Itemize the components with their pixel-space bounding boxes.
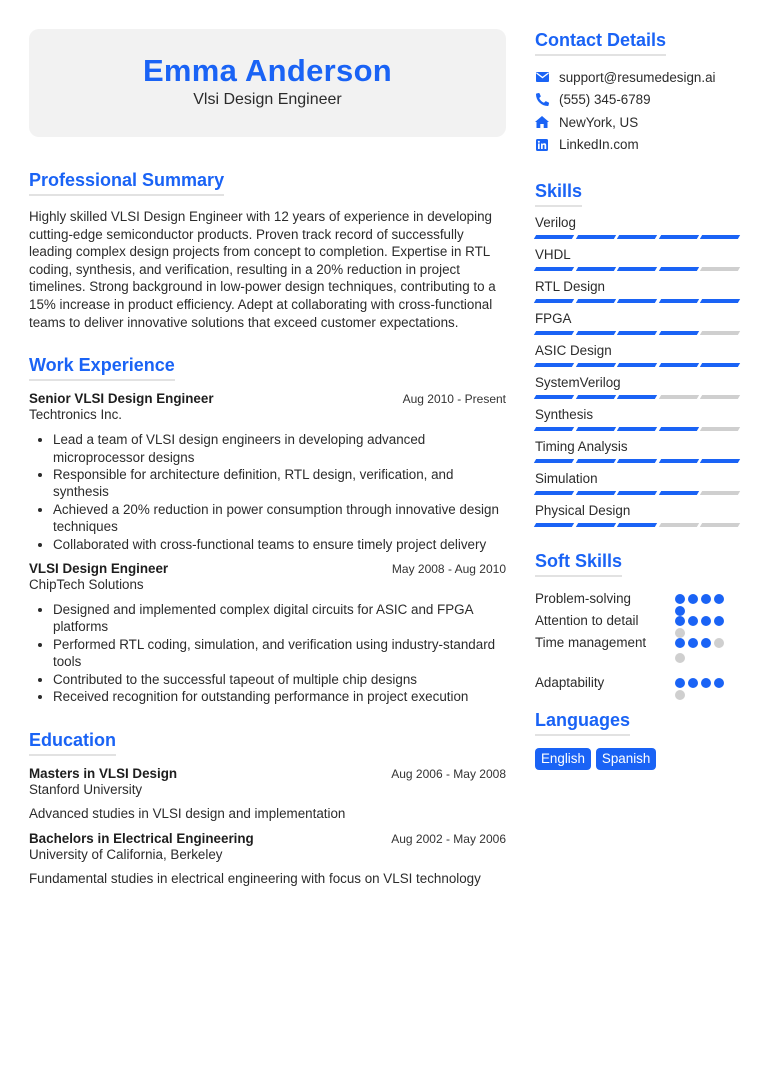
job-entry	[29, 561, 506, 705]
phone-icon	[535, 93, 549, 107]
job-bullet: • Responsible for architecture definition, RTL design, verification, and synthesis	[53, 466, 506, 501]
soft-skill-item	[535, 633, 745, 673]
skill-name: Synthesis	[535, 407, 594, 422]
skill-name: VHDL	[535, 247, 571, 262]
language-badge: Spanish	[596, 748, 656, 770]
rating-dot-icon	[688, 678, 698, 688]
candidate-title: Vlsi Design Engineer	[193, 91, 342, 108]
skill-level-segment	[658, 299, 698, 303]
skill-level-bar	[535, 427, 745, 432]
skill-level-segment	[617, 363, 657, 367]
skill-level-segment	[617, 491, 657, 495]
rating-dot-icon	[701, 638, 711, 648]
skill-level-segment	[575, 235, 615, 239]
job-bullets	[29, 431, 506, 553]
skill-level-segment	[575, 395, 615, 399]
skill-name: SystemVerilog	[535, 375, 621, 390]
skill-level-segment	[534, 363, 574, 367]
skill-level-segment	[534, 395, 574, 399]
soft-skill-rating	[675, 589, 727, 611]
education-entry	[29, 766, 506, 821]
skill-item	[535, 437, 745, 464]
skill-level-segment	[534, 331, 574, 335]
skill-level-segment	[575, 523, 615, 527]
contact-heading: Contact Details	[535, 29, 666, 56]
envelope-icon	[535, 70, 549, 84]
education-heading: Education	[29, 729, 116, 756]
rating-dot-icon	[675, 638, 685, 648]
skill-name: ASIC Design	[535, 343, 612, 358]
skill-name: Timing Analysis	[535, 439, 628, 454]
rating-dot-icon	[701, 594, 711, 604]
skill-level-segment	[658, 395, 698, 399]
job-bullet: • Achieved a 20% reduction in power consumption through innovative design techniques	[53, 501, 506, 536]
skill-item	[535, 405, 745, 432]
skill-level-segment	[575, 427, 615, 431]
skill-level-segment	[700, 395, 740, 399]
skill-level-segment	[700, 459, 740, 463]
skill-item	[535, 341, 745, 368]
skill-level-bar	[535, 491, 745, 496]
rating-dot-icon	[714, 616, 724, 626]
skill-level-segment	[658, 331, 698, 335]
soft-skill-item	[535, 589, 745, 611]
skill-level-segment	[658, 363, 698, 367]
soft-skill-rating	[675, 611, 727, 633]
skill-level-segment	[700, 299, 740, 303]
skill-level-segment	[617, 427, 657, 431]
contact-email-text: support@resumedesign.ai	[559, 69, 716, 85]
soft-skill-rating	[675, 633, 727, 673]
skill-level-segment	[658, 427, 698, 431]
job-company: Techtronics Inc.	[29, 407, 123, 423]
skill-level-segment	[534, 491, 574, 495]
contact-location-text: NewYork, US	[559, 114, 639, 130]
experience-heading: Work Experience	[29, 354, 175, 381]
skill-level-segment	[575, 267, 615, 271]
skill-name: Physical Design	[535, 503, 631, 518]
contact-location	[535, 111, 745, 134]
soft-skill-item	[535, 673, 745, 695]
skills-heading: Skills	[535, 180, 582, 207]
skill-level-bar	[535, 459, 745, 464]
skill-level-segment	[534, 523, 574, 527]
candidate-name: Emma Anderson	[142, 53, 393, 88]
skill-level-segment	[617, 523, 657, 527]
skill-level-segment	[700, 331, 740, 335]
skill-level-segment	[700, 363, 740, 367]
rating-dot-icon	[714, 638, 724, 648]
skill-name: FPGA	[535, 311, 572, 326]
home-icon	[535, 115, 549, 129]
skill-level-bar	[535, 331, 745, 336]
rating-dot-icon	[688, 594, 698, 604]
summary-section	[29, 169, 506, 331]
job-bullet: • Contributed to the successful tapeout of multiple chip designs	[53, 671, 506, 688]
job-title: Senior VLSI Design Engineer	[29, 391, 214, 407]
skill-level-bar	[535, 363, 745, 368]
skill-item	[535, 213, 745, 240]
soft-skills-heading: Soft Skills	[535, 550, 622, 577]
skill-level-segment	[617, 235, 657, 239]
summary-text: Highly skilled VLSI Design Engineer with 12 years of experience in developing cutting-edge semiconductor products. Proven track record of successfully leading complex design projects from concept to completion. Expertise in RTL coding, synthesis, and verification, resulting in a 20% reduction in project timelines. Strong background in low-power design techniques, contributing to a 15% increase in product efficiency. Adept at collaborating with cross-functional teams to deliver innovative solutions that exceed customer expectations.	[29, 209, 496, 330]
degree: Masters in VLSI Design	[29, 766, 178, 782]
education-date: Aug 2002 - May 2006	[391, 832, 506, 847]
education-entry	[29, 831, 506, 886]
contact-phone-text: (555) 345-6789	[559, 92, 651, 108]
skill-level-bar	[535, 395, 745, 400]
skill-level-segment	[575, 331, 615, 335]
languages-list	[535, 748, 745, 770]
rating-dot-icon	[714, 594, 724, 604]
skill-level-segment	[575, 363, 615, 367]
skill-level-segment	[700, 523, 740, 527]
soft-skill-name: Attention to detail	[535, 613, 639, 628]
rating-dot-icon	[675, 690, 685, 700]
languages-heading: Languages	[535, 709, 630, 736]
skill-level-segment	[658, 491, 698, 495]
soft-skill-name: Adaptability	[535, 675, 605, 690]
skill-level-segment	[617, 267, 657, 271]
skill-level-segment	[534, 267, 574, 271]
rating-dot-icon	[688, 638, 698, 648]
skill-item	[535, 501, 745, 528]
skill-level-segment	[534, 235, 574, 239]
rating-dot-icon	[688, 616, 698, 626]
rating-dot-icon	[675, 594, 685, 604]
summary-heading: Professional Summary	[29, 169, 224, 196]
soft-skill-name: Problem-solving	[535, 591, 632, 606]
contact-section	[535, 29, 745, 156]
soft-skills-list	[535, 589, 745, 695]
job-bullet: • Performed RTL coding, simulation, and verification using industry-standard tools	[53, 636, 506, 671]
skill-item	[535, 245, 745, 272]
contact-linkedin[interactable]	[535, 134, 745, 157]
skill-level-segment	[700, 427, 740, 431]
linkedin-icon	[535, 138, 549, 152]
rating-dot-icon	[675, 653, 685, 663]
skill-level-segment	[575, 491, 615, 495]
skill-level-bar	[535, 267, 745, 272]
skill-level-bar	[535, 235, 745, 240]
job-company: ChipTech Solutions	[29, 577, 144, 592]
skill-level-segment	[700, 267, 740, 271]
skills-list	[535, 213, 745, 528]
skill-name: RTL Design	[535, 279, 605, 294]
skill-level-segment	[617, 299, 657, 303]
soft-skill-item	[535, 611, 745, 633]
skill-item	[535, 469, 745, 496]
skill-item	[535, 277, 745, 304]
contact-phone[interactable]	[535, 89, 745, 112]
soft-skill-rating	[675, 673, 727, 695]
skill-level-segment	[658, 459, 698, 463]
rating-dot-icon	[701, 616, 711, 626]
contact-email[interactable]	[535, 66, 745, 89]
education-description: Fundamental studies in electrical engineering with focus on VLSI technology	[29, 871, 481, 887]
education-date: Aug 2006 - May 2008	[391, 767, 506, 782]
sidebar-column	[535, 29, 745, 770]
education-section	[29, 729, 506, 886]
job-bullet: • Received recognition for outstanding performance in project execution	[53, 688, 506, 705]
skill-level-bar	[535, 523, 745, 528]
skill-name: Simulation	[535, 471, 598, 486]
skill-level-segment	[534, 299, 574, 303]
skill-level-segment	[700, 235, 740, 239]
skills-section	[535, 180, 745, 528]
job-title: VLSI Design Engineer	[29, 561, 169, 576]
job-bullet: • Lead a team of VLSI design engineers in developing advanced microprocessor designs	[53, 431, 506, 466]
rating-dot-icon	[701, 678, 711, 688]
skill-level-segment	[575, 459, 615, 463]
job-bullets	[29, 601, 506, 705]
job-bullet: • Designed and implemented complex digital circuits for ASIC and FPGA platforms	[53, 601, 506, 636]
skill-level-segment	[575, 299, 615, 303]
skill-level-segment	[534, 427, 574, 431]
skill-level-bar	[535, 299, 745, 304]
skill-level-segment	[617, 459, 657, 463]
rating-dot-icon	[714, 678, 724, 688]
job-date: May 2008 - Aug 2010	[391, 562, 506, 576]
job-date: Aug 2010 - Present	[402, 392, 506, 407]
skill-level-segment	[658, 235, 698, 239]
main-column	[29, 29, 506, 886]
skill-level-segment	[658, 523, 698, 527]
job-bullet: • Collaborated with cross-functional teams to ensure timely project delivery	[53, 536, 506, 553]
school: University of California, Berkeley	[29, 847, 223, 863]
contact-linkedin-text: LinkedIn.com	[559, 137, 639, 153]
skill-level-segment	[700, 491, 740, 495]
language-badge: English	[535, 748, 591, 770]
skill-level-segment	[617, 395, 657, 399]
skill-level-segment	[658, 267, 698, 271]
skill-level-segment	[534, 459, 574, 463]
resume-header	[29, 29, 506, 137]
soft-skills-section	[535, 550, 745, 695]
languages-section	[535, 709, 745, 770]
rating-dot-icon	[675, 616, 685, 626]
skill-item	[535, 373, 745, 400]
soft-skill-name: Time management	[535, 635, 647, 650]
degree: Bachelors in Electrical Engineering	[29, 831, 254, 847]
skill-item	[535, 309, 745, 336]
skill-name: Verilog	[535, 215, 576, 230]
job-entry	[29, 391, 506, 553]
rating-dot-icon	[675, 678, 685, 688]
school: Stanford University	[29, 782, 143, 798]
skill-level-segment	[617, 331, 657, 335]
experience-section	[29, 354, 506, 705]
education-description: Advanced studies in VLSI design and implementation	[29, 806, 346, 822]
